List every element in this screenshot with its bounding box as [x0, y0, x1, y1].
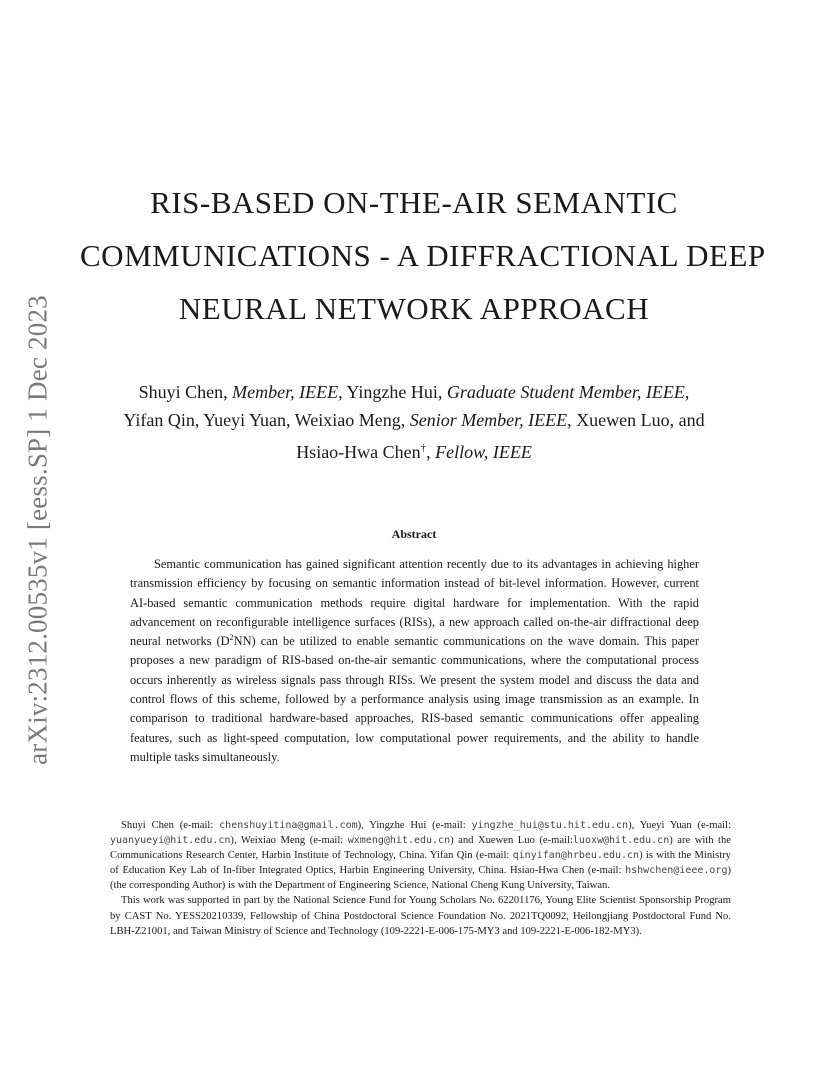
abstract-text: NN) can be utilized to enable semantic communications on the wave domain. This paper proposes a new paradigm of RIS-based on-the-air semantic communications, where the computational process occurs inherently as wireless signals pass through RISs. We present the system model and discuss the data and control flows of this scheme, followed by a performance analysis using image transmission as an example. In comparison to traditional hardware-based approaches, RIS-based semantic communications offer appealing features, such as light-speed computation, low computational power requirements, and the ability to handle multiple tasks simultaneously. — [130, 634, 699, 764]
footnote-text: ) are with the Communications Research Center, Harbin Institute of Technology, China. Yifan Qin (e-mail: — [110, 835, 731, 862]
title-line-1: RIS-BASED ON-THE-AIR SEMANTIC — [150, 185, 678, 220]
footnotes — [110, 818, 731, 939]
author-names: , Yingzhe Hui, — [338, 382, 447, 402]
author-line-3 — [60, 434, 768, 466]
email-link[interactable]: wxmeng@hit.edu.cn — [347, 835, 451, 847]
author-separator: , — [426, 442, 436, 462]
email-link[interactable]: luoxw@hit.edu.cn — [572, 835, 670, 847]
corresponding-author-mark: † — [420, 442, 427, 454]
abstract-body — [130, 555, 699, 767]
email-link[interactable]: qinyifan@hrbeu.edu.cn — [512, 850, 640, 862]
abstract-superscript: 2 — [229, 633, 234, 643]
footnote-text: Shuyi Chen (e-mail: — [121, 820, 220, 831]
footnote-funding: This work was supported in part by the National Science Fund for Young Scholars No. 62201176, Young Elite Scientist Sponsorship Program by CAST No. YESS20210339, Fellowship of China Postdoctoral Science Foundation No. 2021TQ0092, Heilongjiang Postdoctoral Fund No. LBH-Z21001, and Taiwan Ministry of Science and Technology (109-2221-E-006-175-MY3 and 109-2221-E-006-182-MY3). — [110, 895, 731, 937]
author-names: , Xuewen Luo, and — [567, 410, 705, 430]
author-membership: Fellow, IEEE — [435, 442, 532, 462]
footnote-affiliations — [110, 818, 731, 893]
email-link[interactable]: yingzhe_hui@stu.hit.edu.cn — [471, 820, 629, 831]
email-link[interactable]: hshwchen@ieee.org — [625, 865, 728, 877]
title-line-2: COMMUNICATIONS - A DIFFRACTIONAL DEEP — [80, 238, 766, 273]
author-membership: Member, IEEE — [232, 382, 339, 402]
abstract-heading: Abstract — [391, 527, 437, 541]
footnote-text: ), Yueyi Yuan (e-mail: — [628, 820, 732, 831]
email-link[interactable]: chenshuyitina@gmail.com — [219, 820, 358, 831]
author-line-2 — [60, 406, 768, 434]
abstract-text: Semantic communication has gained significant attention recently due to its advantages in achieving higher transmission efficiency by focusing on semantic information instead of bit-level information. However, current AI-based semantic communication methods require digital hardware for implementation. With the rapid advancement on reconfigurable intelligence surfaces (RISs), a new approach called on-the-air diffractional deep neural networks (D — [130, 557, 699, 649]
author-names: Shuyi Chen, — [138, 382, 233, 402]
author-names: Hsiao-Hwa Chen — [296, 442, 421, 462]
author-separator: , — [684, 382, 690, 402]
author-membership: Senior Member, IEEE — [409, 410, 568, 430]
author-names: Yifan Qin, Yueyi Yuan, Weixiao Meng, — [123, 410, 410, 430]
author-membership: Graduate Student Member, IEEE — [446, 382, 685, 402]
arxiv-identifier: arXiv:2312.00535v1 [eess.SP] 1 Dec 2023 — [22, 295, 53, 765]
paper-title — [80, 176, 766, 335]
author-list — [60, 378, 768, 466]
abstract-paragraph — [130, 555, 699, 767]
footnote-text: ) and Xuewen Luo (e-mail: — [450, 835, 573, 847]
footnote-text: ), Weixiao Meng (e-mail: — [230, 835, 348, 847]
footnote-text: ) (the corresponding Author) is with the Department of Engineering Science, National Cheng Kung University, Taiwan. — [110, 865, 731, 892]
title-line-3: NEURAL NETWORK APPROACH — [178, 291, 650, 326]
footnote-text: ), Yingzhe Hui (e-mail: — [357, 820, 472, 831]
author-line-1 — [60, 378, 768, 406]
email-link[interactable]: yuanyueyi@hit.edu.cn — [110, 835, 231, 847]
footnote-text: ) is with the Ministry of Education Key Lab of In-fiber Integrated Optics, Harbin Engineering University, China. Hsiao-Hwa Chen (e-mail: — [110, 850, 731, 877]
